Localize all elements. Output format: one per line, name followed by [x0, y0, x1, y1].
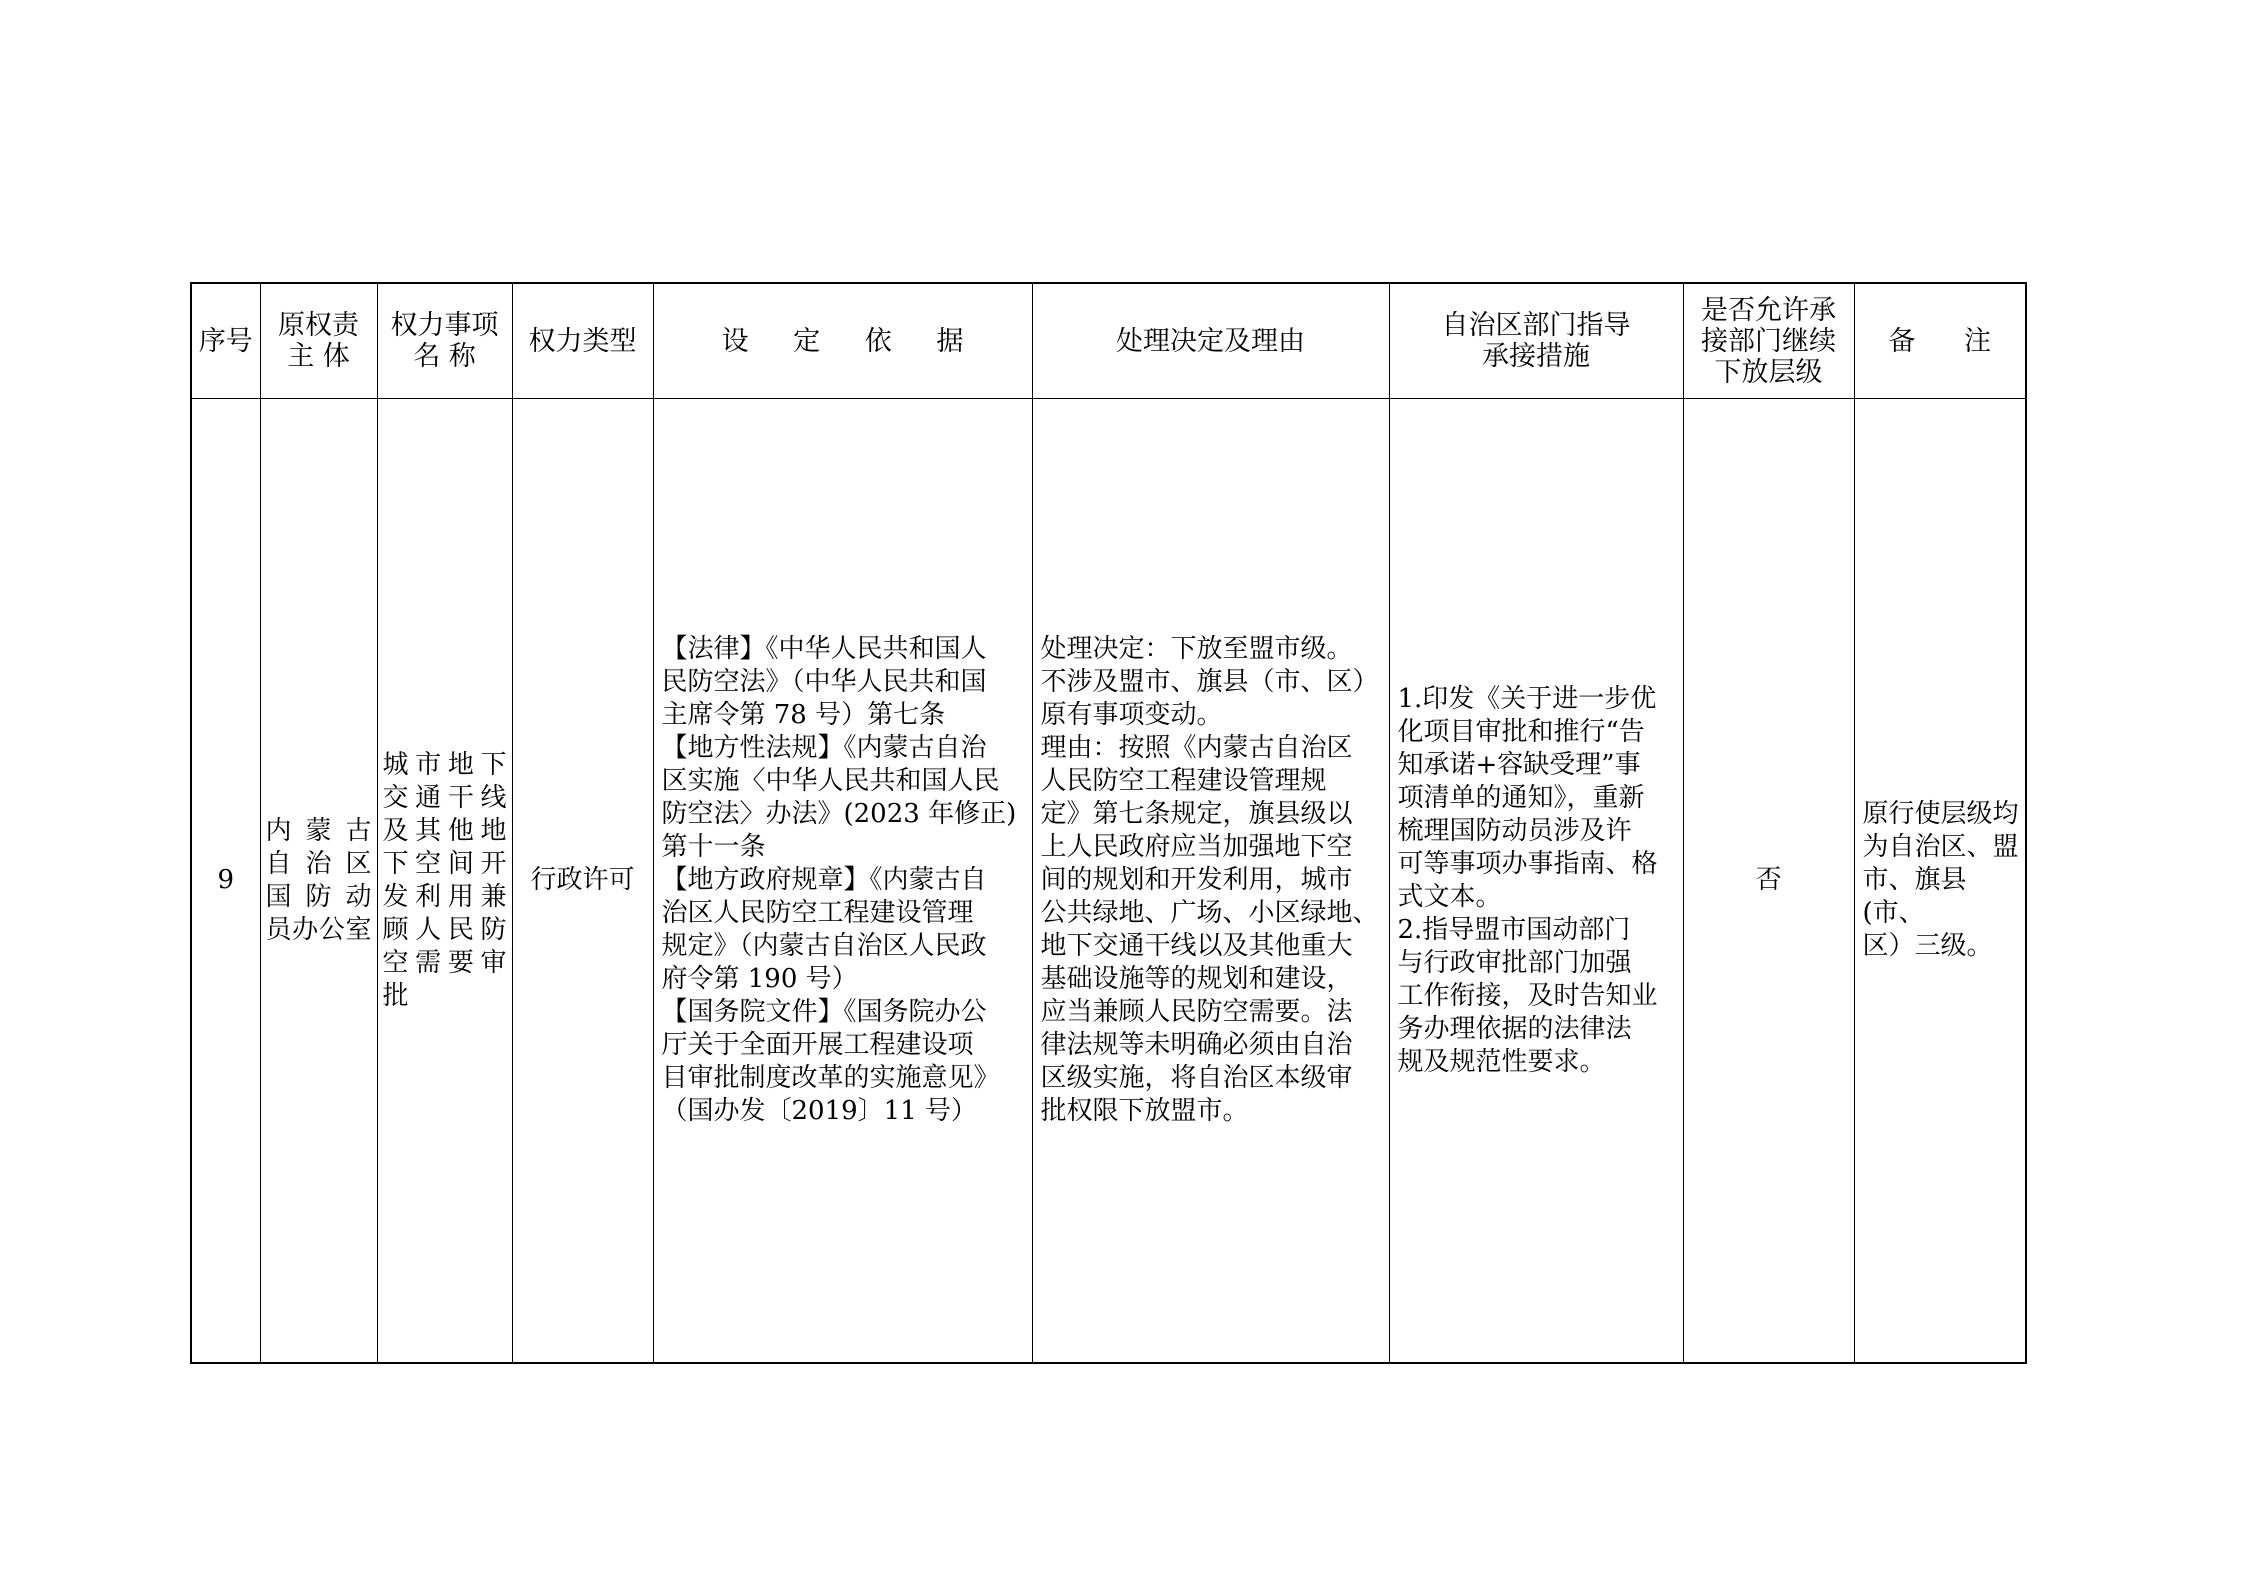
measures-value: 1.印发《关于进一步优 化项目审批和推行“告 知承诺+容缺受理”事 项清单的通知》，重新 梳理国防动员涉及许 可等事项办事指南、格 式文本。 2.指导盟市国动部门 与行政审批部门加强 工作衔接，及时告知业 务办理依据的法律法 规及规范性要求。: [1397, 683, 1658, 1077]
seq-value: 9: [217, 865, 235, 895]
power-items-table: [190, 282, 2027, 1364]
allow-further-value: 否: [1755, 865, 1782, 895]
header-basis: 设 定 依 据: [653, 283, 1032, 399]
header-decision: 处理决定及理由: [1032, 283, 1389, 399]
cell-allow-further: [1683, 399, 1854, 1364]
cell-measures: [1389, 399, 1683, 1364]
item-name-value: 城市地下 交通干线 及其他地 下空间开 发利用兼 顾人民防 空需要审批: [382, 749, 507, 1011]
table-header-row: [191, 283, 2026, 399]
cell-remarks: [1854, 399, 2026, 1364]
decision-value: 处理决定：下放至盟市级。 不涉及盟市、旗县（市、区） 原有事项变动。 理由：按照《内蒙古自治区 人民防空工程建设管理规 定》第七条规定，旗县级以 上人民政府应当加强地下空 间的规划和开发利用，城市 公共绿地、广场、小区绿地、 地下交通干线以及其他重大 基础设施等的规划和建设， 应当兼顾人民防空需要。法 律法规等未明确必须由自治 区级实施，将自治区本级审 批权限下放盟市。: [1040, 634, 1379, 1126]
header-power-type: 权力类型: [512, 283, 653, 399]
power-type-value: 行政许可: [530, 865, 635, 895]
remarks-value: 原行使层级均 为自治区、盟 市、旗县(市、 区）三级。: [1862, 799, 2019, 961]
cell-seq: [191, 399, 260, 1364]
header-remarks: 备 注: [1854, 283, 2026, 399]
header-original-subject: 原权责 主 体: [260, 283, 377, 399]
header-item-name: 权力事项 名 称: [377, 283, 512, 399]
table-row: [191, 399, 2026, 1364]
header-measures: 自治区部门指导 承接措施: [1389, 283, 1683, 399]
header-allow-further: 是否允许承 接部门继续 下放层级: [1683, 283, 1854, 399]
header-seq: 序号: [191, 283, 260, 399]
cell-power-type: [512, 399, 653, 1364]
cell-basis: [653, 399, 1032, 1364]
cell-subject: [260, 399, 377, 1364]
subject-value: 内蒙古 自治区 国防动 员办公室: [265, 815, 372, 945]
basis-value: 【法律】《中华人民共和国人 民防空法》（中华人民共和国 主席令第 78 号）第七条 【地方性法规】《内蒙古自治 区实施〈中华人民共和国人民 防空法〉办法》(2023 年修正) 第十一条 【地方政府规章】《内蒙古自 治区人民防空工程建设管理 规定》（内蒙古自治区人民政 府令第 190 号） 【国务院文件】《国务院办公 厅关于全面开展工程建设项 目审批制度改革的实施意见》 （国办发〔2019〕11 号）: [661, 634, 1017, 1126]
cell-item-name: [377, 399, 512, 1364]
cell-decision: [1032, 399, 1389, 1364]
